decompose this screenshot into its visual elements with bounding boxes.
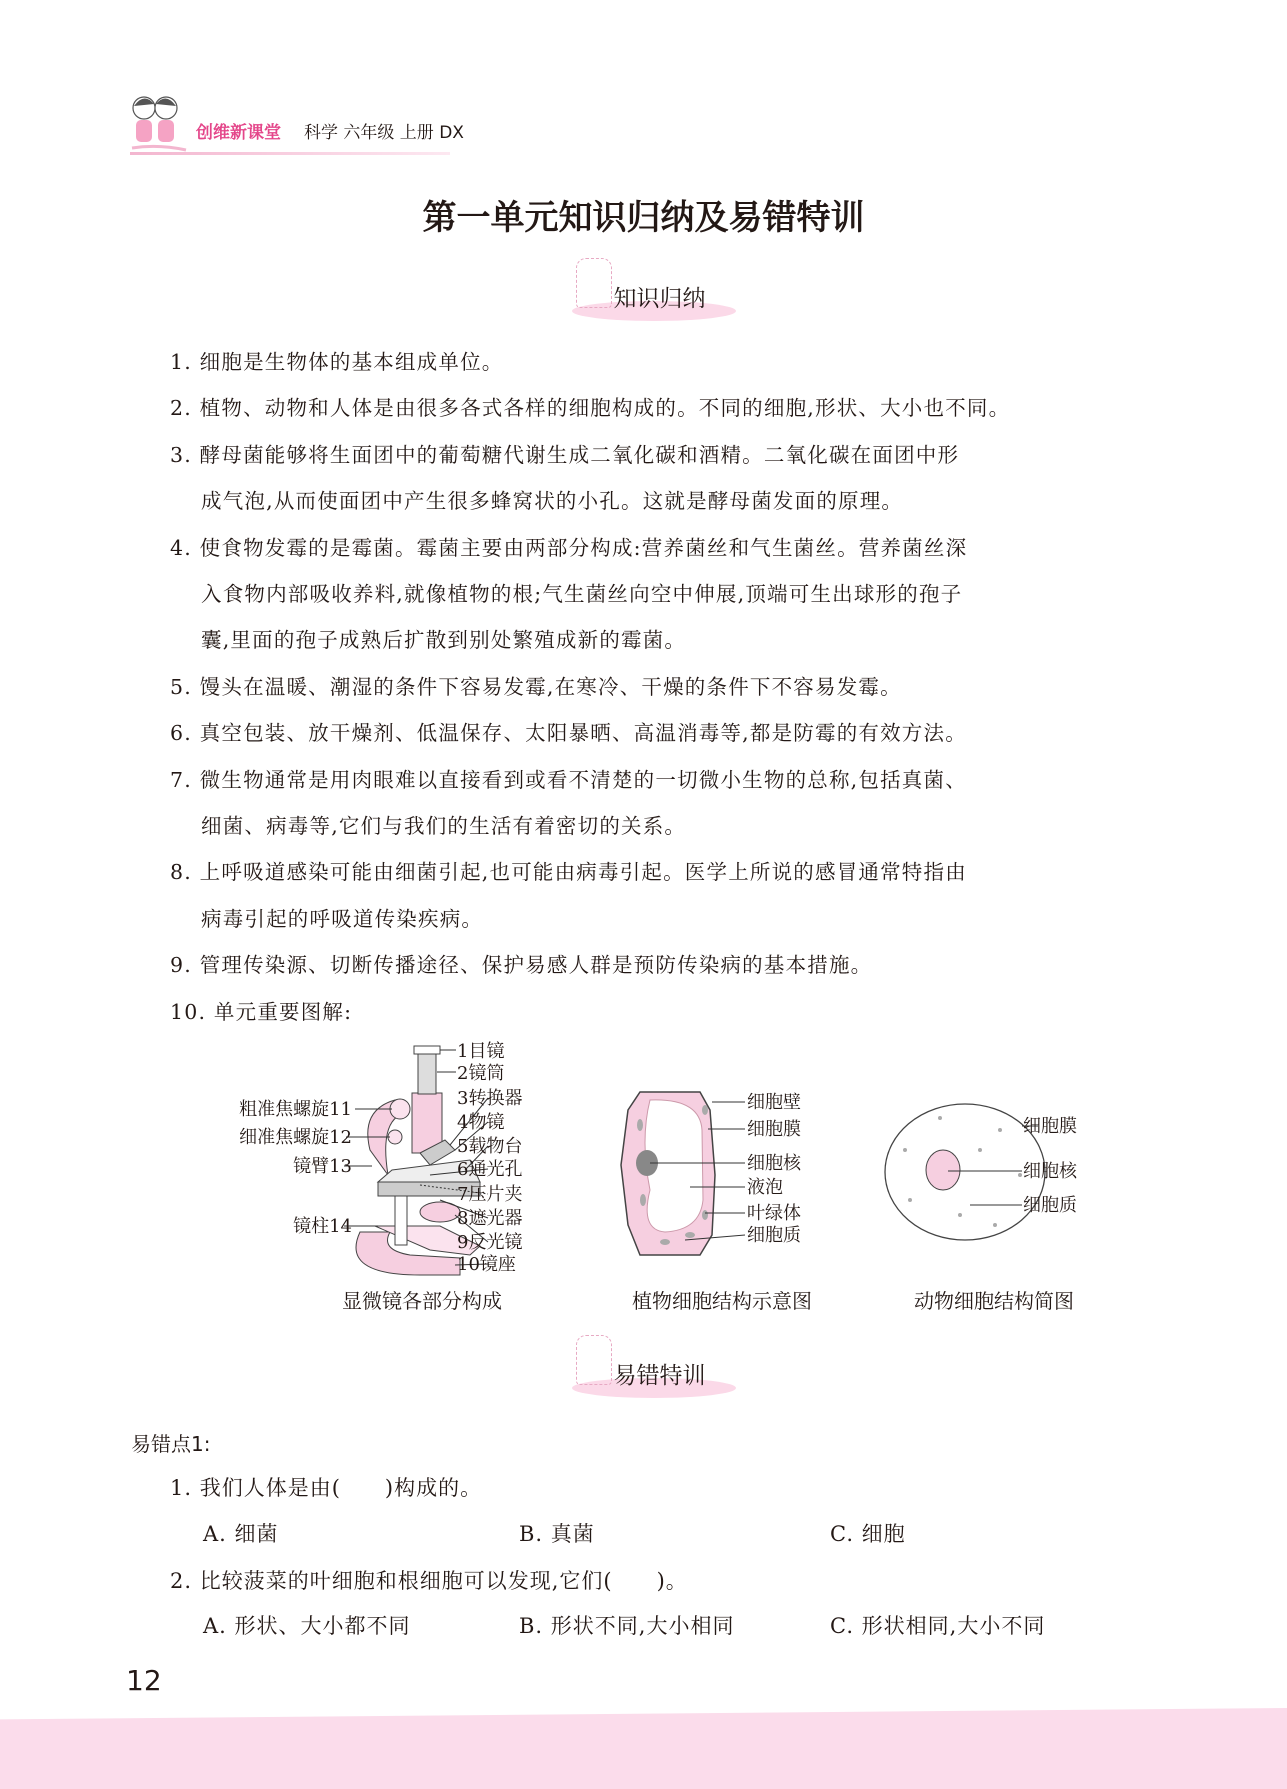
page-number: 12 <box>126 1664 162 1697</box>
list-item-continuation: 囊,里面的孢子成熟后扩散到别处繁殖成新的霉菌。 <box>201 628 687 653</box>
list-item: 10. 单元重要图解: <box>170 999 353 1024</box>
animal-cell-diagram <box>885 1104 1078 1240</box>
diagram-label: 4物镜 <box>457 1112 505 1133</box>
diagram-label: 2镜筒 <box>457 1063 505 1084</box>
list-item: 8. 上呼吸道感染可能由细菌引起,也可能由病毒引起。医学上所说的感冒通常特指由 <box>170 860 967 885</box>
answer-option[interactable]: A. 细菌 <box>203 1522 279 1546</box>
section-heading-mistakes <box>0 1357 1287 1390</box>
diagram-label: 9反光镜 <box>457 1232 523 1253</box>
diagram-label: 5载物台 <box>457 1136 523 1157</box>
answer-option[interactable]: B. 真菌 <box>519 1522 595 1546</box>
plant-cell-diagram <box>621 1092 802 1255</box>
plant-cell-caption: 植物细胞结构示意图 <box>632 1289 812 1313</box>
diagram-label: 细胞壁 <box>747 1092 801 1113</box>
diagram-label: 液泡 <box>747 1177 783 1198</box>
answer-option[interactable]: C. 形状相同,大小不同 <box>830 1614 1046 1638</box>
diagram-label: 细胞质 <box>1023 1195 1077 1216</box>
page-title: 第一单元知识归纳及易错特训 <box>422 198 865 238</box>
brand-name: 创维新课堂 <box>196 123 281 143</box>
diagram-label: 细胞核 <box>747 1153 801 1174</box>
diagram-label: 细胞膜 <box>747 1119 801 1140</box>
diagram-label: 3转换器 <box>457 1088 523 1109</box>
animal-cell-caption: 动物细胞结构简图 <box>914 1289 1074 1313</box>
section-heading-text: 知识归纳 <box>613 286 706 312</box>
list-item-continuation: 病毒引起的呼吸道传染疾病。 <box>201 906 484 931</box>
list-item: 6. 真空包装、放干燥剂、低温保存、太阳暴晒、高温消毒等,都是防霉的有效方法。 <box>170 721 967 746</box>
diagram-label: 10镜座 <box>457 1254 516 1275</box>
diagram-label: 细胞膜 <box>1023 1116 1077 1137</box>
list-item-continuation: 细菌、病毒等,它们与我们的生活有着密切的关系。 <box>201 814 687 838</box>
diagram-label: 粗准焦螺旋11 <box>239 1099 352 1120</box>
list-item: 1. 细胞是生物体的基本组成单位。 <box>170 350 504 374</box>
list-item: 2. 植物、动物和人体是由很多各式各样的细胞构成的。不同的细胞,形状、大小也不同。 <box>170 396 1011 421</box>
list-item: 5. 馒头在温暖、潮湿的条件下容易发霉,在寒冷、干燥的条件下不容易发霉。 <box>170 674 902 699</box>
answer-option[interactable]: C. 细胞 <box>830 1522 906 1546</box>
list-item: 3. 酵母菌能够将生面团中的葡萄糖代谢生成二氧化碳和酒精。二氧化碳在面团中形 <box>170 442 960 467</box>
answer-option[interactable]: B. 形状不同,大小相同 <box>519 1614 735 1638</box>
diagram-label: 细胞核 <box>1023 1161 1077 1182</box>
section-heading-text: 易错特训 <box>613 1363 706 1389</box>
answer-option[interactable]: A. 形状、大小都不同 <box>203 1614 411 1638</box>
error-point-label: 易错点1: <box>131 1432 211 1456</box>
list-item: 9. 管理传染源、切断传播途径、保护易感人群是预防传染病的基本措施。 <box>170 953 873 978</box>
list-item: 4. 使食物发霉的是霉菌。霉菌主要由两部分构成:营养菌丝和气生菌丝。营养菌丝深 <box>170 535 968 560</box>
microscope-caption: 显微镜各部分构成 <box>342 1289 502 1313</box>
list-item-continuation: 成气泡,从而使面团中产生很多蜂窝状的小孔。这就是酵母菌发面的原理。 <box>201 489 904 514</box>
diagram-label: 7压片夹 <box>457 1184 523 1205</box>
diagram-label: 叶绿体 <box>747 1203 801 1224</box>
diagram-label: 6通光孔 <box>457 1159 523 1180</box>
list-item: 7. 微生物通常是用肉眼难以直接看到或看不清楚的一切微小生物的总称,包括真菌、 <box>170 767 967 792</box>
footer-band <box>0 1708 1287 1789</box>
diagram-label: 1目镜 <box>457 1041 505 1062</box>
diagram-label: 镜柱14 <box>293 1216 352 1237</box>
question-stem: 2. 比较菠菜的叶细胞和根细胞可以发现,它们( )。 <box>170 1569 688 1593</box>
book-subtitle: 科学 六年级 上册 DX <box>304 123 464 143</box>
diagram-label: 细准焦螺旋12 <box>239 1127 352 1148</box>
diagram-label: 镜臂13 <box>293 1156 352 1177</box>
decor-icon <box>576 1335 612 1385</box>
list-item-continuation: 入食物内部吸收养料,就像植物的根;气生菌丝向空中伸展,顶端可生出球形的孢子 <box>201 582 963 606</box>
diagram-label: 8遮光器 <box>457 1208 523 1229</box>
question-stem: 1. 我们人体是由( )构成的。 <box>170 1476 483 1500</box>
diagram-label: 细胞质 <box>747 1225 801 1246</box>
microscope-diagram <box>239 1041 522 1275</box>
